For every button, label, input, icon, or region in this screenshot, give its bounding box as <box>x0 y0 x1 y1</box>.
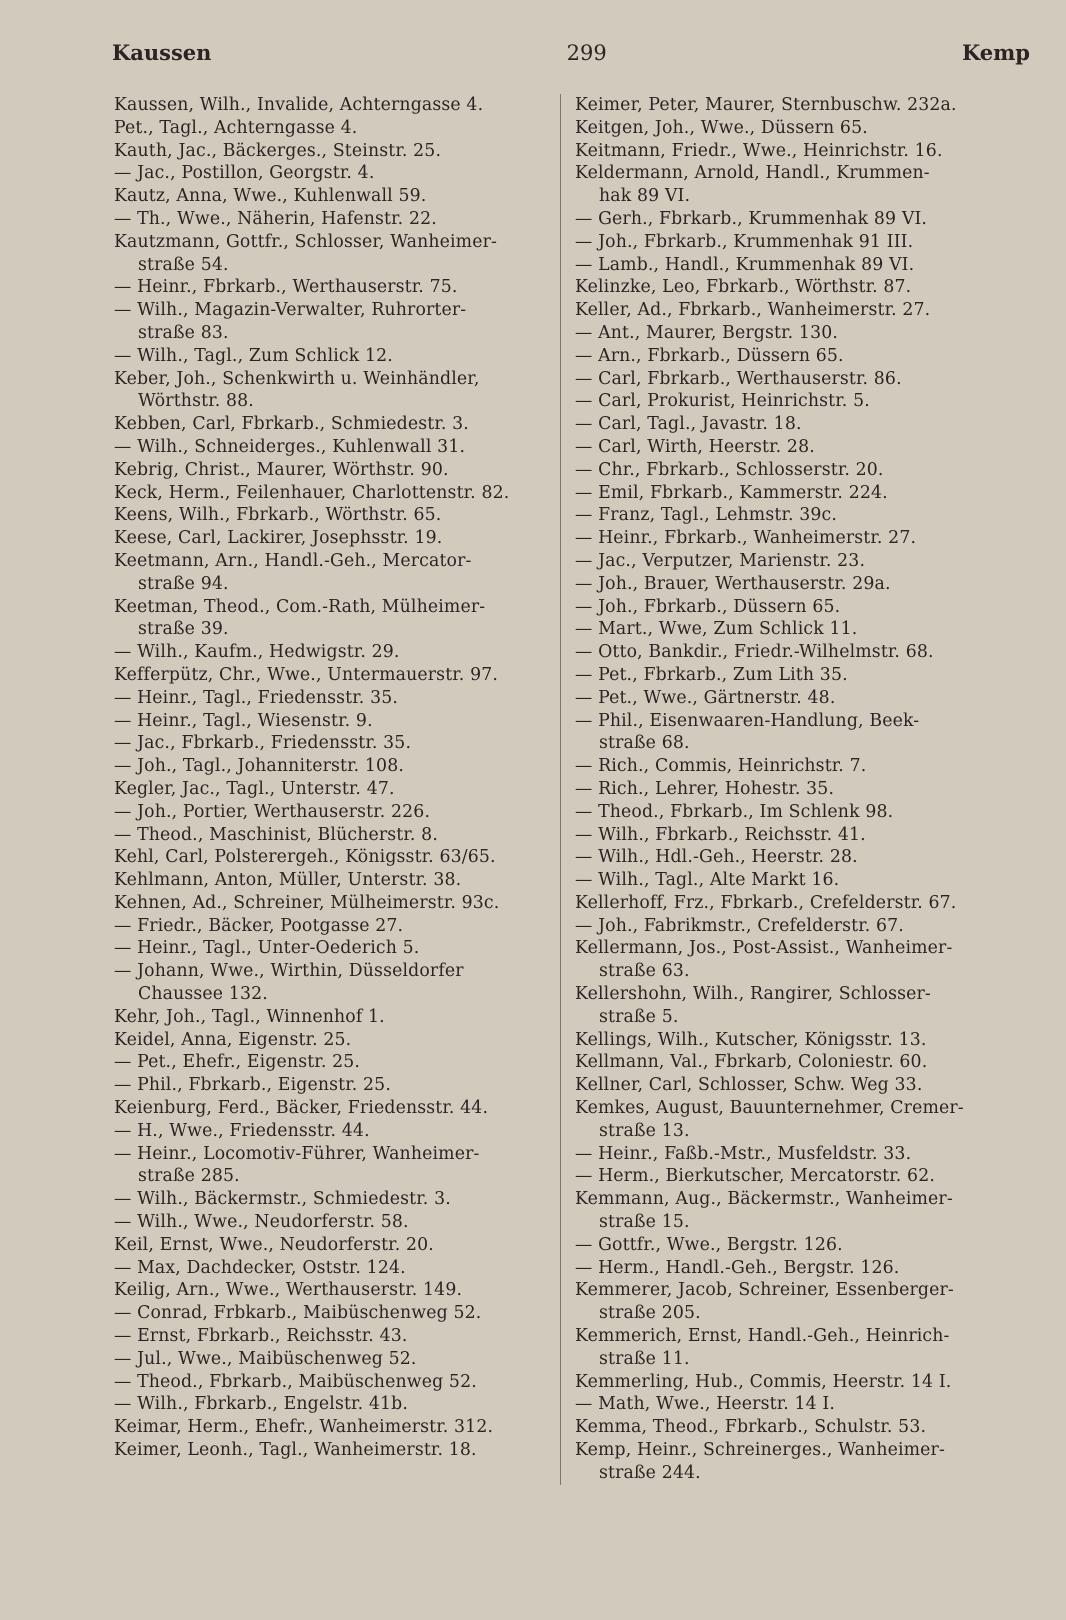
entry-line: — Joh., Fbrkarb., Düssern 65. <box>575 596 841 617</box>
directory-entry <box>573 824 1007 847</box>
directory-entry <box>112 1188 552 1211</box>
entry-line: — Heinr., Fbrkarb., Werthauserstr. 75. <box>114 277 458 298</box>
entry-line: — Arn., Fbrkarb., Düssern 65. <box>575 345 844 366</box>
directory-entry <box>573 527 1007 550</box>
entry-line: — Wilh., Bäckermstr., Schmiedestr. 3. <box>114 1189 451 1210</box>
entry-line: — Franz, Tagl., Lehmstr. 39c. <box>575 505 837 526</box>
entry-line: — Rich., Commis, Heinrichstr. 7. <box>575 756 867 777</box>
entry-line: — Gottfr., Wwe., Bergstr. 126. <box>575 1234 843 1255</box>
entry-continuation: straße 63. <box>599 961 690 982</box>
entry-line: Kehlmann, Anton, Müller, Unterstr. 38. <box>114 870 462 891</box>
directory-entry <box>112 1348 552 1371</box>
directory-entry <box>112 755 552 778</box>
entry-line: — Emil, Fbrkarb., Kammerstr. 224. <box>575 482 888 503</box>
directory-entry <box>573 1188 1007 1234</box>
directory-entry <box>573 846 1007 869</box>
entry-line: Kegler, Jac., Tagl., Unterstr. 47. <box>114 778 395 799</box>
directory-entry <box>573 983 1007 1029</box>
directory-entry <box>112 1371 552 1394</box>
entry-line: Keldermann, Arnold, Handl., Krummen- <box>575 163 930 184</box>
directory-entry <box>112 299 552 345</box>
entry-line: — Theod., Maschinist, Blücherstr. 8. <box>114 824 438 845</box>
entry-line: Keetmann, Arn., Handl.-Geh., Mercator- <box>114 550 472 571</box>
entry-line: — Theod., Fbrkarb., Maibüschenweg 52. <box>114 1371 477 1392</box>
directory-entry <box>573 368 1007 391</box>
directory-entry <box>112 345 552 368</box>
entry-continuation: Wörthstr. 88. <box>138 391 254 412</box>
directory-entry <box>112 1279 552 1302</box>
header-left-keyword: Kaussen <box>112 40 212 65</box>
directory-entry <box>112 436 552 459</box>
directory-entry <box>573 117 1007 140</box>
directory-entry <box>112 915 552 938</box>
entry-line: — Jul., Wwe., Maibüschenweg 52. <box>114 1348 417 1369</box>
entry-continuation: straße 205. <box>599 1303 701 1324</box>
entry-line: — Conrad, Frbkarb., Maibüschenweg 52. <box>114 1303 482 1324</box>
entry-line: — Carl, Fbrkarb., Werthauserstr. 86. <box>575 368 902 389</box>
entry-line: — Wilh., Hdl.-Geh., Heerstr. 28. <box>575 847 858 868</box>
directory-entry <box>112 550 552 596</box>
page-number: 299 <box>566 41 607 65</box>
entry-continuation: hak 89 VI. <box>599 186 691 207</box>
entry-line: — Heinr., Tagl., Unter-Oederich 5. <box>114 938 420 959</box>
page-header <box>112 40 1030 84</box>
directory-entry <box>112 596 552 642</box>
directory-entry <box>112 1325 552 1348</box>
entry-line: Kemmerling, Hub., Commis, Heerstr. 14 I. <box>575 1371 952 1392</box>
entry-line: — Jac., Postillon, Georgstr. 4. <box>114 163 375 184</box>
entry-line: — Carl, Wirth, Heerstr. 28. <box>575 436 815 457</box>
directory-entry <box>112 1211 552 1234</box>
entry-line: — Heinr., Tagl., Friedensstr. 35. <box>114 687 399 708</box>
entry-line: Kemmerer, Jacob, Schreiner, Essenberger- <box>575 1280 954 1301</box>
directory-entry <box>112 778 552 801</box>
directory-entry <box>573 299 1007 322</box>
directory-entry <box>112 960 552 1006</box>
directory-entry <box>112 892 552 915</box>
directory-entry <box>112 482 552 505</box>
entry-line: — Joh., Fbrkarb., Krummenhak 91 III. <box>575 231 914 252</box>
entry-line: Keimer, Leonh., Tagl., Wanheimerstr. 18. <box>114 1440 477 1461</box>
directory-entry <box>573 664 1007 687</box>
entry-line: — Wilh., Magazin-Verwalter, Ruhrorter- <box>114 300 467 321</box>
entry-continuation: straße 94. <box>138 573 229 594</box>
entry-line: Keller, Ad., Fbrkarb., Wanheimerstr. 27. <box>575 300 931 321</box>
entry-line: Kebben, Carl, Fbrkarb., Schmiedestr. 3. <box>114 414 469 435</box>
directory-entry <box>112 732 552 755</box>
directory-entry <box>112 687 552 710</box>
entry-line: — Theod., Fbrkarb., Im Schlenk 98. <box>575 801 894 822</box>
entry-line: Kautzmann, Gottfr., Schlosser, Wanheimer- <box>114 231 497 252</box>
directory-entry <box>112 1006 552 1029</box>
directory-entry <box>573 1143 1007 1166</box>
entry-line: — Jac., Fbrkarb., Friedensstr. 35. <box>114 733 412 754</box>
entry-line: — H., Wwe., Friedensstr. 44. <box>114 1120 370 1141</box>
entry-line: Keimer, Peter, Maurer, Sternbuschw. 232a. <box>575 95 957 115</box>
entry-line: Keimar, Herm., Ehefr., Wanheimerstr. 312. <box>114 1417 494 1438</box>
directory-entry <box>112 664 552 687</box>
entry-line: — Math, Wwe., Heerstr. 14 I. <box>575 1394 836 1415</box>
header-right-keyword: Kemp <box>961 40 1030 65</box>
entry-line: — Phil., Eisenwaaren-Handlung, Beek- <box>575 710 920 731</box>
directory-entry <box>112 208 552 231</box>
entry-line: Kellmann, Val., Fbrkarb, Coloniestr. 60. <box>575 1052 928 1073</box>
entry-line: — Wilh., Schneiderges., Kuhlenwall 31. <box>114 436 466 457</box>
entry-line: Kefferpütz, Chr., Wwe., Untermauerstr. 97. <box>114 664 499 685</box>
entry-continuation: straße 285. <box>138 1166 240 1187</box>
entry-line: Kehnen, Ad., Schreiner, Mülheimerstr. 93c. <box>114 892 500 913</box>
directory-entry <box>573 436 1007 459</box>
directory-entry <box>573 1393 1007 1416</box>
directory-entry <box>573 322 1007 345</box>
entry-line: Kebrig, Christ., Maurer, Wörthstr. 90. <box>114 459 449 480</box>
directory-entry <box>573 1165 1007 1188</box>
entry-line: — Rich., Lehrer, Hohestr. 35. <box>575 778 835 799</box>
entry-line: Kellermann, Jos., Post-Assist., Wanheimer- <box>575 938 953 959</box>
entry-line: — Wilh., Tagl., Alte Markt 16. <box>575 870 840 891</box>
directory-entry <box>573 504 1007 527</box>
directory-entry <box>573 1325 1007 1371</box>
entry-line: — Wilh., Wwe., Neudorferstr. 58. <box>114 1212 409 1233</box>
directory-entry <box>112 276 552 299</box>
entry-line: Kelinzke, Leo, Fbrkarb., Wörthstr. 87. <box>575 277 912 298</box>
entry-line: — Mart., Wwe, Zum Schlick 11. <box>575 619 858 640</box>
entry-line: Keck, Herm., Feilenhauer, Charlottenstr. 82. <box>114 482 510 503</box>
directory-entry <box>573 937 1007 983</box>
directory-entry <box>112 824 552 847</box>
entry-line: — Joh., Fabrikmstr., Crefelderstr. 67. <box>575 915 904 936</box>
directory-entry <box>112 1051 552 1074</box>
left-column <box>112 94 560 1485</box>
directory-entry <box>573 276 1007 299</box>
directory-entry <box>573 162 1007 208</box>
entry-line: Kehl, Carl, Polsterergeh., Königsstr. 63/65. <box>114 847 496 868</box>
entry-line: Kemmann, Aug., Bäckermstr., Wanheimer- <box>575 1189 953 1210</box>
entry-continuation: straße 54. <box>138 254 229 275</box>
directory-entry <box>112 1416 552 1439</box>
directory-entry <box>573 1097 1007 1143</box>
directory-entry <box>112 231 552 277</box>
entry-line: — Joh., Brauer, Werthauserstr. 29a. <box>575 573 891 594</box>
directory-entry <box>573 596 1007 619</box>
directory-entry <box>573 231 1007 254</box>
entry-line: — Herm., Handl.-Geh., Bergstr. 126. <box>575 1257 900 1278</box>
entry-line: — Wilh., Kaufm., Hedwigstr. 29. <box>114 642 400 663</box>
directory-entry <box>112 1029 552 1052</box>
directory-entry <box>573 345 1007 368</box>
directory-entry <box>112 413 552 436</box>
entry-line: Keese, Carl, Lackirer, Josephsstr. 19. <box>114 528 443 549</box>
entry-line: Keil, Ernst, Wwe., Neudorferstr. 20. <box>114 1234 434 1255</box>
directory-entry <box>112 1393 552 1416</box>
directory-entry <box>573 618 1007 641</box>
directory-entry <box>573 869 1007 892</box>
entry-line: — Herm., Bierkutscher, Mercatorstr. 62. <box>575 1166 935 1187</box>
entry-line: Kellershohn, Wilh., Rangirer, Schlosser- <box>575 984 931 1005</box>
directory-entry <box>112 185 552 208</box>
entry-continuation: straße 83. <box>138 322 229 343</box>
entry-line: — Chr., Fbrkarb., Schlosserstr. 20. <box>575 459 884 480</box>
entry-line: Keitmann, Friedr., Wwe., Heinrichstr. 16. <box>575 140 943 161</box>
directory-entry <box>573 459 1007 482</box>
entry-line: — Ant., Maurer, Bergstr. 130. <box>575 322 839 343</box>
directory-entry <box>112 162 552 185</box>
entry-line: — Gerh., Fbrkarb., Krummenhak 89 VI. <box>575 208 928 229</box>
directory-entry <box>573 801 1007 824</box>
directory-entry <box>573 573 1007 596</box>
directory-entry <box>112 1074 552 1097</box>
entry-continuation: straße 39. <box>138 619 229 640</box>
entry-line: — Heinr., Fbrkarb., Wanheimerstr. 27. <box>575 528 917 549</box>
entry-line: — Max, Dachdecker, Oststr. 124. <box>114 1257 406 1278</box>
directory-entry <box>112 117 552 140</box>
directory-entry <box>112 846 552 869</box>
directory-entry <box>573 892 1007 915</box>
directory-entry <box>112 1120 552 1143</box>
entry-line: Keber, Joh., Schenkwirth u. Weinhändler, <box>114 368 480 389</box>
directory-entry <box>573 254 1007 277</box>
directory-entry <box>573 208 1007 231</box>
directory-entry <box>573 778 1007 801</box>
entry-line: Keens, Wilh., Fbrkarb., Wörthstr. 65. <box>114 505 442 526</box>
entry-continuation: straße 15. <box>599 1212 690 1233</box>
entry-line: — Th., Wwe., Näherin, Hafenstr. 22. <box>114 208 437 229</box>
directory-entry <box>112 1097 552 1120</box>
entry-line: — Pet., Ehefr., Eigenstr. 25. <box>114 1052 361 1073</box>
directory-entry <box>112 94 552 117</box>
entry-line: — Carl, Prokurist, Heinrichstr. 5. <box>575 391 870 412</box>
directory-entry <box>112 140 552 163</box>
entry-continuation: straße 68. <box>599 733 690 754</box>
entry-line: Keetman, Theod., Com.-Rath, Mülheimer- <box>114 596 486 617</box>
entry-line: Pet., Tagl., Achterngasse 4. <box>114 117 358 138</box>
directory-entry <box>573 413 1007 436</box>
directory-entry <box>573 755 1007 778</box>
entry-line: Kemmerich, Ernst, Handl.-Geh., Heinrich- <box>575 1326 950 1347</box>
entry-line: — Joh., Tagl., Johanniterstr. 108. <box>114 756 404 777</box>
entry-line: Keilig, Arn., Wwe., Werthauserstr. 149. <box>114 1280 463 1301</box>
entry-line: Keienburg, Ferd., Bäcker, Friedensstr. 44. <box>114 1098 489 1119</box>
entry-line: Kautz, Anna, Wwe., Kuhlenwall 59. <box>114 186 427 207</box>
directory-entry <box>573 641 1007 664</box>
directory-entry <box>112 368 552 414</box>
entry-line: Kellings, Wilh., Kutscher, Königsstr. 13. <box>575 1029 927 1050</box>
directory-entry <box>112 801 552 824</box>
directory-entry <box>112 1257 552 1280</box>
entry-line: Kellerhoff, Frz., Fbrkarb., Crefelderstr. 67. <box>575 892 957 913</box>
entry-line: — Otto, Bankdir., Friedr.-Wilhelmstr. 68. <box>575 642 934 663</box>
entry-line: — Pet., Wwe., Gärtnerstr. 48. <box>575 687 836 708</box>
directory-entry <box>112 869 552 892</box>
entry-line: Kemma, Theod., Fbrkarb., Schulstr. 53. <box>575 1417 927 1438</box>
directory-entry <box>573 1257 1007 1280</box>
directory-entry <box>573 1074 1007 1097</box>
entry-line: Kellner, Carl, Schlosser, Schw. Weg 33. <box>575 1075 923 1096</box>
directory-entry <box>573 915 1007 938</box>
entry-line: Kaussen, Wilh., Invalide, Achterngasse 4. <box>114 95 484 115</box>
entry-continuation: straße 5. <box>599 1006 679 1027</box>
directory-entry <box>112 1143 552 1189</box>
directory-entry <box>573 94 1007 117</box>
entry-line: — Pet., Fbrkarb., Zum Lith 35. <box>575 664 848 685</box>
entry-line: — Carl, Tagl., Javastr. 18. <box>575 414 802 435</box>
entry-line: — Joh., Portier, Werthauserstr. 226. <box>114 801 431 822</box>
directory-entry <box>573 390 1007 413</box>
entry-line: — Wilh., Fbrkarb., Reichsstr. 41. <box>575 824 866 845</box>
entry-line: Kemp, Heinr., Schreinerges., Wanheimer- <box>575 1440 945 1461</box>
directory-entry <box>112 1302 552 1325</box>
directory-entry <box>573 140 1007 163</box>
entry-continuation: straße 13. <box>599 1120 690 1141</box>
directory-entry <box>112 710 552 733</box>
entry-line: Kauth, Jac., Bäckerges., Steinstr. 25. <box>114 140 442 161</box>
directory-entry <box>112 641 552 664</box>
entry-line: — Heinr., Locomotiv-Führer, Wanheimer- <box>114 1143 480 1164</box>
entry-line: — Lamb., Handl., Krummenhak 89 VI. <box>575 254 915 275</box>
entry-line: — Wilh., Tagl., Zum Schlick 12. <box>114 345 393 366</box>
directory-entry <box>573 1051 1007 1074</box>
directory-entry <box>112 1439 552 1462</box>
entry-line: — Wilh., Fbrkarb., Engelstr. 41b. <box>114 1394 409 1415</box>
directory-entry <box>573 1029 1007 1052</box>
directory-entry <box>573 482 1007 505</box>
entry-line: — Friedr., Bäcker, Pootgasse 27. <box>114 915 404 936</box>
directory-entry <box>573 1371 1007 1394</box>
entry-line: — Phil., Fbrkarb., Eigenstr. 25. <box>114 1075 391 1096</box>
entry-continuation: straße 244. <box>599 1462 701 1483</box>
right-column <box>560 94 1007 1485</box>
entry-continuation: straße 11. <box>599 1348 690 1369</box>
entry-line: Kemkes, August, Bauunternehmer, Cremer- <box>575 1098 964 1119</box>
directory-entry <box>573 550 1007 573</box>
directory-entry <box>573 1416 1007 1439</box>
directory-entry <box>112 527 552 550</box>
directory-entry <box>573 687 1007 710</box>
entry-line: — Heinr., Faßb.-Mstr., Musfeldstr. 33. <box>575 1143 912 1164</box>
entry-line: Keitgen, Joh., Wwe., Düssern 65. <box>575 117 868 138</box>
directory-entry <box>573 1439 1007 1485</box>
entry-line: — Heinr., Tagl., Wiesenstr. 9. <box>114 710 373 731</box>
directory-entry <box>112 1234 552 1257</box>
entry-line: — Ernst, Fbrkarb., Reichsstr. 43. <box>114 1326 408 1347</box>
directory-entry <box>573 1234 1007 1257</box>
directory-entry <box>573 710 1007 756</box>
entry-line: — Jac., Verputzer, Marienstr. 23. <box>575 550 866 571</box>
directory-entry <box>112 504 552 527</box>
directory-entry <box>112 459 552 482</box>
entry-line: — Johann, Wwe., Wirthin, Düsseldorfer <box>114 961 464 982</box>
entry-line: Kehr, Joh., Tagl., Winnenhof 1. <box>114 1006 385 1027</box>
directory-entry <box>573 1279 1007 1325</box>
entry-line: Keidel, Anna, Eigenstr. 25. <box>114 1029 352 1050</box>
columns <box>112 94 1030 1485</box>
entry-continuation: Chaussee 132. <box>138 984 268 1005</box>
directory-entry <box>112 937 552 960</box>
